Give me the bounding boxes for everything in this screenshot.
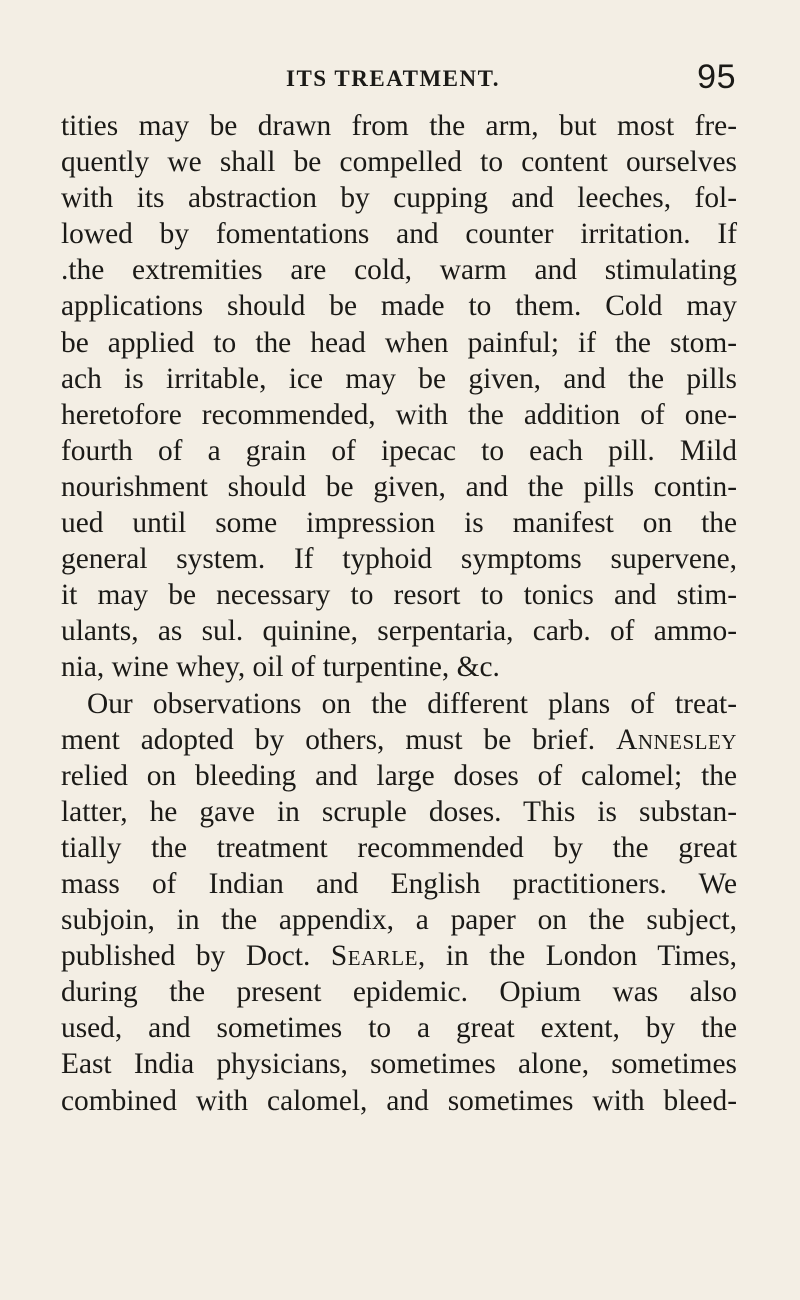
running-title: ITS TREATMENT. [286,66,500,91]
author-name-annesley: Annesley [616,723,737,756]
text-line: East India physicians, sometimes alone, sometimes [61,1048,737,1081]
text-line: subjoin, in the appendix, a paper on the subject, [61,904,737,937]
text-line: applications should be made to them. Cold may [61,290,737,323]
text-line: mass of Indian and English practitioners. We [61,867,737,900]
text-line: Our observations on the different plans of treat- [87,687,737,720]
running-head [60,58,736,102]
text-fragment: ment adopted by others, must be brief. [61,723,596,756]
text-line: ach is irritable, ice may be given, and the pills [61,362,737,395]
text-line [61,722,737,758]
text-line: relied on bleeding and large doses of calomel; the [61,759,737,792]
text-line: used, and sometimes to a great extent, by the [61,1012,737,1045]
text-line [61,938,737,974]
text-line: tities may be drawn from the arm, but most fre- [61,110,737,142]
text-line: nourishment should be given, and the pills contin- [61,470,737,503]
text-line: nia, wine whey, oil of turpentine, &c. [61,651,500,684]
text-fragment: , in the London Times, [417,940,737,973]
page-number: 95 [697,58,736,96]
author-name-searle: Searle [330,940,418,973]
text-line: ued until some impression is manifest on the [61,507,737,540]
text-line: fourth of a grain of ipecac to each pill. Mild [61,434,737,467]
text-line: during the present epidemic. Opium was also [61,976,737,1009]
text-line: heretofore recommended, with the addition of one- [61,398,737,431]
text-line: lowed by fomentations and counter irritation. If [61,218,737,251]
text-line: be applied to the head when painful; if the stom- [61,326,737,359]
text-line: general system. If typhoid symptoms supervene, [61,543,737,576]
text-line: with its abstraction by cupping and leeches, fol- [61,182,737,215]
text-line: quently we shall be compelled to content ourselves [61,146,737,179]
text-line: tially the treatment recommended by the great [61,831,737,864]
text-line: ulants, as sul. quinine, serpentaria, carb. of ammo- [61,615,737,648]
text-line: it may be necessary to resort to tonics and stim- [61,579,737,612]
text-fragment: published by Doct. [61,940,311,973]
text-line: .the extremities are cold, warm and stimulating [61,254,737,287]
text-line: combined with calomel, and sometimes with bleed- [61,1084,737,1117]
body-text [61,108,737,1119]
text-line: latter, he gave in scruple doses. This is substan- [61,795,737,828]
